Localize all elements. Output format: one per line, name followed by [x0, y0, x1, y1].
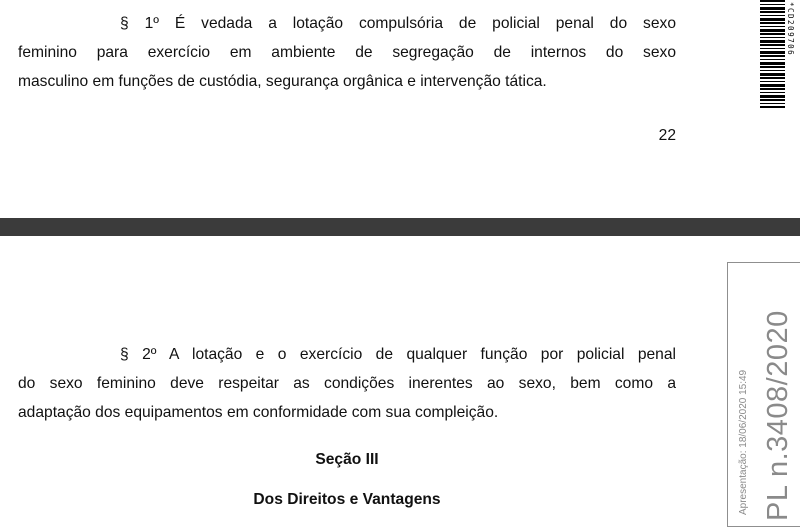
- barcode-text: *CD209706: [786, 2, 795, 57]
- paragraph-1: [18, 9, 676, 96]
- document-page-top: [0, 0, 800, 218]
- section-subtitle: Dos Direitos e Vantagens: [253, 491, 441, 508]
- paragraph-2-line-3: adaptação dos equipamentos em conformidade com sua compleição.: [18, 404, 499, 421]
- presentation-date: Apresentação: 18/06/2020 15:49: [738, 369, 749, 515]
- page-number: 22: [658, 127, 676, 144]
- presentation-stamp: [727, 262, 800, 527]
- paragraph-1-line-2: feminino para exercício em ambiente de segregação de internos do sexo: [18, 44, 676, 61]
- paragraph-1-line-3: masculino em funções de custódia, segurança orgânica e intervenção tática.: [18, 73, 547, 90]
- paragraph-2: [18, 340, 676, 427]
- page-separator: [0, 218, 800, 236]
- document-page-bottom: [0, 236, 800, 521]
- paragraph-2-line-1: § 2º A lotação e o exercício de qualquer função por policial penal: [120, 346, 676, 363]
- barcode-bars-icon: [760, 0, 785, 108]
- paragraph-2-line-2: do sexo feminino deve respeitar as condições inerentes ao sexo, bem como a: [18, 375, 676, 392]
- bill-number: PL n.3408/2020: [762, 310, 794, 521]
- section-title: Seção III: [315, 451, 379, 468]
- barcode: [760, 0, 796, 108]
- paragraph-1-line-1: § 1º É vedada a lotação compulsória de policial penal do sexo: [120, 15, 676, 32]
- barcode-text-container: [785, 0, 796, 108]
